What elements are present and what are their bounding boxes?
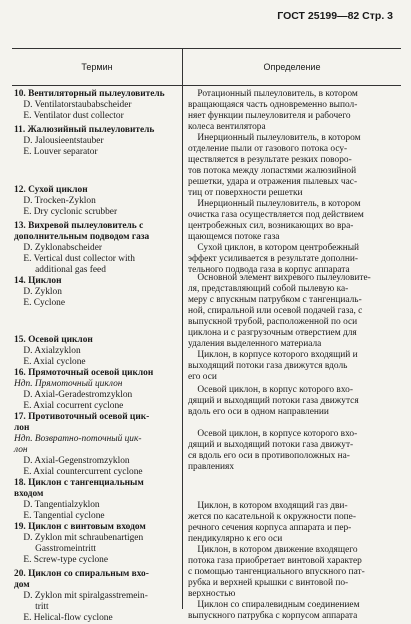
term-block: [14, 89, 165, 122]
term-line: 11. Жалюзийный пылеуловитель: [14, 125, 155, 135]
term-line: 12. Сухой циклон: [14, 185, 88, 195]
definition-line: пендикулярно к его оси: [188, 534, 283, 544]
definition-line: тиц от поверхности решетки: [188, 188, 303, 198]
term-line: 13. Вихревой пылеуловитель с: [14, 221, 144, 231]
definition-line: вдоль его оси в одном направлении: [188, 407, 329, 417]
term-line: D. Zyklon mit schraubenartigen: [14, 533, 144, 543]
term-line: дом: [14, 580, 30, 590]
definition-line: дящий и выходящий потоки газа движутся: [188, 396, 359, 406]
term-line: D. Ventilatorstaubabscheider: [14, 100, 132, 110]
term-block: [14, 335, 153, 566]
term-line: 16. Прямоточный осевой циклон: [14, 368, 154, 378]
definition-line: ля, представляющий собой пылевую ка-: [188, 284, 349, 294]
definition-line: выпускного патрубка с корпусом аппарата: [188, 611, 358, 621]
term-block: [14, 125, 154, 158]
definition-line: речного сечения корпуса аппарата и пер-: [188, 523, 352, 533]
term-block: [14, 221, 149, 309]
column-divider: [182, 49, 183, 609]
definition-line: Осевой циклон, в корпусе которого вхо-: [188, 429, 358, 439]
definition-line: удаления выделенного материала: [188, 339, 322, 349]
definition-line: очистка газа осуществляется под действием: [188, 210, 364, 220]
definition-line: отделение пыли от газового потока осу-: [188, 144, 348, 154]
term-line: E. Ventilator dust collector: [14, 111, 124, 121]
term-line: 14. Циклон: [14, 276, 62, 286]
term-line: 20. Циклон со спиральным вхо-: [14, 569, 149, 579]
definition-line: выпускной трубой, расположенной по оси: [188, 317, 358, 327]
terms-table: [12, 48, 401, 623]
definition-line: центробежных сил, возникающих во вра-: [188, 221, 354, 231]
term-line: additional gas feed: [14, 265, 106, 275]
term-line: D. Zyklon: [14, 287, 62, 297]
column-header-definition: Определение: [263, 62, 321, 72]
term-line: D. Jalousieentstauber: [14, 136, 104, 146]
definition-line: Основной элемент вихревого пылеуловите-: [188, 273, 371, 283]
definition-line: ществляется в результате резких поворо-: [188, 155, 352, 165]
definition-line: Инерционный пылеуловитель, в котором: [188, 199, 361, 209]
definition-line: Осевой циклон, в корпус которого вхо-: [188, 385, 353, 395]
term-line: 19. Циклон с винтовым входом: [14, 522, 146, 532]
term-line: E. Vertical dust collector with: [14, 254, 135, 264]
definition-line: Ротационный пылеуловитель, в котором: [188, 89, 358, 99]
term-line: 18. Циклон с тангенциальным: [14, 478, 144, 488]
definition-line: вращающаяся часть одновременно выпол-: [188, 100, 358, 110]
term-line: D. Zyklonabscheider: [14, 243, 102, 253]
definition-line: Инерционный пылеуловитель, в котором: [188, 133, 361, 143]
definition-line: решетки, удара и отражения пылевых час-: [188, 177, 358, 187]
definition-line: няет функции пылеуловителя и рабочего: [188, 111, 351, 121]
definition-block: [188, 429, 357, 473]
definition-line: ной, спиральной или осевой подачей газа, с: [188, 306, 363, 316]
definition-block: [188, 385, 359, 418]
term-line: E. Cyclone: [14, 298, 66, 308]
definition-line: жется по касательной к окружности попе-: [188, 512, 356, 522]
definition-line: Циклон, в котором движение входящего: [188, 545, 358, 555]
term-line: E. Dry cyclonic scrubber: [14, 207, 118, 217]
definition-block: [188, 273, 371, 383]
definition-line: меру с впускным патрубком с тангенциаль-: [188, 295, 362, 305]
definition-line: тов потока между лопастями жалюзийной: [188, 166, 357, 176]
term-block: [14, 185, 117, 218]
definition-line: потока газа приобретает винтовой характер: [188, 556, 362, 566]
term-line: D. Trocken-Zyklon: [14, 196, 96, 206]
definition-line: верхностью: [188, 589, 236, 599]
definition-line: Циклон, в котором входящий газ дви-: [188, 501, 348, 511]
term-line: лон: [14, 445, 28, 455]
term-line: D. Axial-Geradestromzyklon: [14, 390, 133, 400]
definition-line: с помощью тангенциального впускного пат-: [188, 567, 365, 577]
term-line: Ндп. Возвратно-поточный цик-: [14, 434, 142, 444]
definition-line: его оси: [188, 372, 217, 382]
term-line: E. Louver separator: [14, 147, 98, 157]
term-line: Ндп. Прямоточный циклон: [14, 379, 123, 389]
term-line: D. Zyklon mit spiralgasstremein-: [14, 591, 148, 601]
term-line: Gasstromeintritt: [14, 544, 97, 554]
term-line: дополнительным подводом газа: [14, 232, 150, 242]
definition-line: Сухой циклон, в котором центробежный: [188, 243, 360, 253]
definition-line: правлениях: [188, 462, 235, 472]
definition-block: [188, 89, 364, 276]
header-divider: [12, 85, 401, 86]
term-line: E. Tangential cyclone: [14, 511, 105, 521]
term-line: входом: [14, 489, 44, 499]
definition-block: [188, 501, 365, 622]
definition-line: выходящий потоки газа движутся вдоль: [188, 361, 348, 371]
definition-line: колеса вентилятора: [188, 122, 266, 132]
term-line: E. Helical-flow cyclone: [14, 613, 113, 623]
term-line: лон: [14, 423, 30, 433]
definition-line: рубка и верхней крышки с винтовой по-: [188, 578, 349, 588]
term-line: E. Screw-type cyclone: [14, 555, 108, 565]
definition-line: Циклон со спиралевидным соединением: [188, 600, 360, 610]
term-line: 17. Противоточный осевой цик-: [14, 412, 150, 422]
page-header: ГОСТ 25199—82 Стр. 3: [277, 10, 393, 22]
definition-line: дящий и выходящий потоки газа движут-: [188, 440, 354, 450]
term-line: 15. Осевой циклон: [14, 335, 93, 345]
definition-line: щающемся потоке газа: [188, 232, 280, 242]
term-line: E. Axial cocurrent cyclone: [14, 401, 124, 411]
term-line: 10. Вентиляторный пылеуловитель: [14, 89, 165, 99]
definition-line: эффект усиливается в результате дополни-: [188, 254, 359, 264]
term-block: [14, 569, 149, 624]
term-line: D. Axial-Gegenstromzyklon: [14, 456, 130, 466]
column-header-term: Термин: [81, 62, 113, 72]
term-line: E. Axial cyclone: [14, 357, 86, 367]
term-line: E. Axial countercurrent cyclone: [14, 467, 143, 477]
term-line: D. Axialzyklon: [14, 346, 81, 356]
term-line: tritt: [14, 602, 49, 612]
term-line: D. Tangentialzyklon: [14, 500, 100, 510]
definition-line: тельного подвода газа в корпус аппарата: [188, 265, 350, 275]
definition-line: ся вдоль его оси в противоположных на-: [188, 451, 350, 461]
definition-line: циклона и с разгрузочным отверстием для: [188, 328, 357, 338]
definition-line: Циклон, в корпусе которого входящий и: [188, 350, 358, 360]
